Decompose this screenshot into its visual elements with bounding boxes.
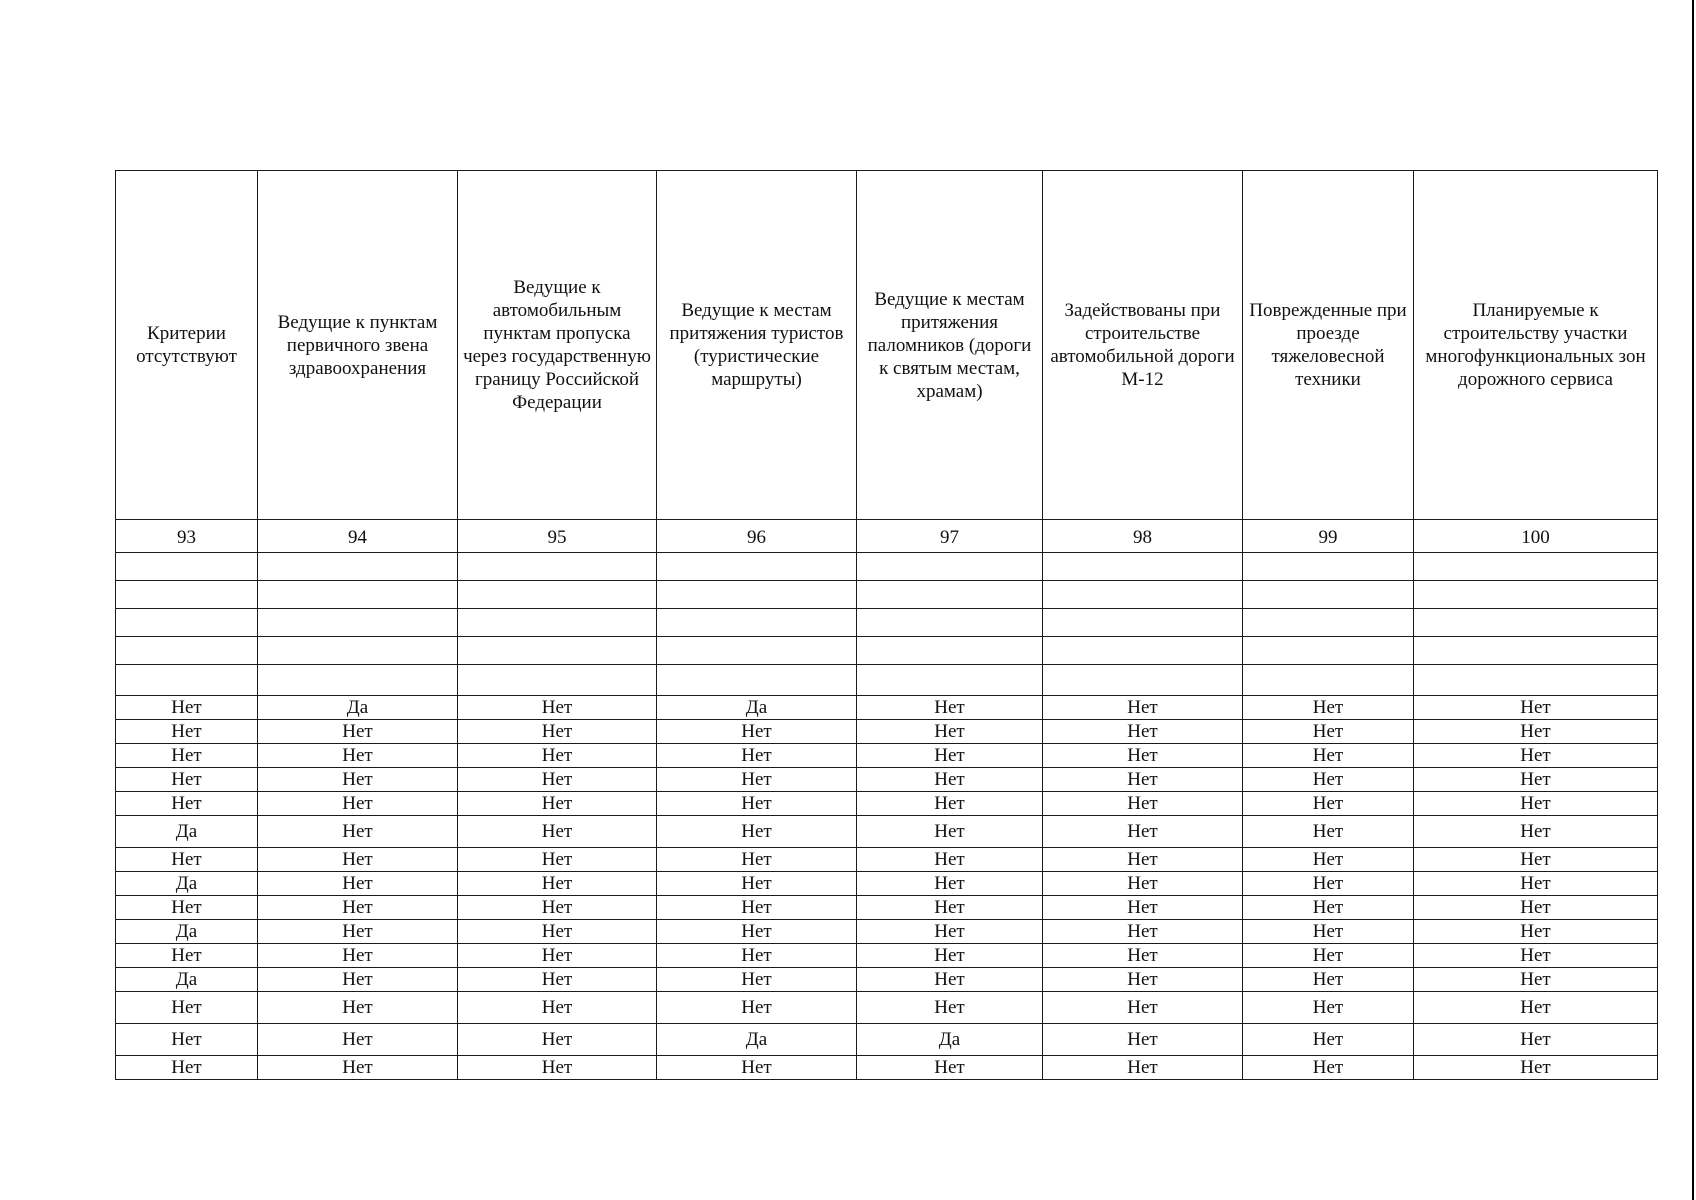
empty-cell: [657, 637, 857, 665]
empty-cell: [116, 637, 258, 665]
empty-cell: [1414, 581, 1658, 609]
table-cell: Нет: [458, 1024, 657, 1056]
table-row: [116, 992, 1658, 1024]
table-cell: Нет: [1243, 1024, 1414, 1056]
table-cell: Нет: [258, 872, 458, 896]
table-cell: Нет: [1043, 944, 1243, 968]
empty-cell: [657, 609, 857, 637]
table-cell: Нет: [116, 768, 258, 792]
table-cell: Нет: [258, 896, 458, 920]
table-cell: Нет: [857, 720, 1043, 744]
table-cell: Нет: [657, 872, 857, 896]
table-cell: Нет: [1243, 720, 1414, 744]
empty-cell: [857, 665, 1043, 696]
table-cell: Нет: [116, 992, 258, 1024]
empty-row: [116, 609, 1658, 637]
table-cell: Нет: [1414, 944, 1658, 968]
empty-cell: [258, 553, 458, 581]
table-row: [116, 720, 1658, 744]
table-cell: Нет: [857, 920, 1043, 944]
table-cell: Нет: [857, 696, 1043, 720]
column-number: 96: [657, 520, 857, 553]
empty-cell: [1414, 665, 1658, 696]
table-cell: Нет: [1414, 768, 1658, 792]
table-cell: Нет: [116, 848, 258, 872]
table-cell: Нет: [258, 944, 458, 968]
table-cell: Нет: [1243, 968, 1414, 992]
table-row: [116, 968, 1658, 992]
table-row: [116, 944, 1658, 968]
column-header: Ведущие к автомобильным пунктам пропуска через государственную границу Российской Федерации: [458, 171, 657, 520]
column-number: 95: [458, 520, 657, 553]
table-cell: Нет: [116, 720, 258, 744]
table-cell: Нет: [1043, 920, 1243, 944]
table-cell: Нет: [258, 968, 458, 992]
empty-row: [116, 637, 1658, 665]
empty-cell: [1043, 609, 1243, 637]
empty-cell: [857, 581, 1043, 609]
table-cell: Нет: [1043, 744, 1243, 768]
table-cell: Нет: [1243, 992, 1414, 1024]
table-cell: Нет: [1043, 848, 1243, 872]
table-cell: Нет: [116, 792, 258, 816]
table-row: [116, 1024, 1658, 1056]
table-cell: Нет: [1414, 696, 1658, 720]
empty-cell: [1043, 637, 1243, 665]
table-cell: Нет: [1243, 816, 1414, 848]
table-cell: Нет: [458, 896, 657, 920]
table-cell: Да: [116, 872, 258, 896]
table-cell: Нет: [657, 968, 857, 992]
table-cell: Нет: [258, 720, 458, 744]
table-cell: Нет: [1043, 696, 1243, 720]
table-cell: Нет: [458, 816, 657, 848]
table-cell: Нет: [458, 968, 657, 992]
table-cell: Нет: [657, 896, 857, 920]
table-cell: Нет: [258, 792, 458, 816]
table-cell: Нет: [1414, 816, 1658, 848]
empty-cell: [116, 553, 258, 581]
empty-cell: [458, 665, 657, 696]
column-number: 93: [116, 520, 258, 553]
table-cell: Нет: [1043, 792, 1243, 816]
table-cell: Нет: [1043, 816, 1243, 848]
table-cell: Нет: [657, 944, 857, 968]
table-cell: Нет: [1043, 1024, 1243, 1056]
column-header: Поврежденные при проезде тяжеловесной техники: [1243, 171, 1414, 520]
table-cell: Да: [116, 920, 258, 944]
table-cell: Нет: [857, 872, 1043, 896]
table-cell: Нет: [857, 792, 1043, 816]
column-header: Ведущие к местам притяжения туристов (туристические маршруты): [657, 171, 857, 520]
table-row: [116, 792, 1658, 816]
table-cell: Нет: [116, 696, 258, 720]
table-cell: Нет: [258, 1024, 458, 1056]
empty-cell: [1043, 553, 1243, 581]
table-cell: Нет: [857, 968, 1043, 992]
empty-cell: [458, 581, 657, 609]
table-row: [116, 848, 1658, 872]
table-cell: Нет: [458, 920, 657, 944]
table-cell: Нет: [458, 792, 657, 816]
table-cell: Нет: [657, 720, 857, 744]
table-cell: Да: [657, 696, 857, 720]
empty-cell: [1243, 581, 1414, 609]
table-cell: Нет: [1043, 896, 1243, 920]
table-cell: Да: [116, 816, 258, 848]
empty-cell: [258, 665, 458, 696]
table-cell: Нет: [1414, 896, 1658, 920]
table-cell: Нет: [116, 944, 258, 968]
empty-cell: [1414, 553, 1658, 581]
table-cell: Нет: [1043, 1056, 1243, 1080]
table-cell: Нет: [857, 992, 1043, 1024]
empty-cell: [458, 637, 657, 665]
empty-cell: [458, 609, 657, 637]
empty-cell: [258, 609, 458, 637]
table-cell: Нет: [857, 816, 1043, 848]
column-header: Задействованы при строительстве автомобильной дороги М-12: [1043, 171, 1243, 520]
empty-row: [116, 581, 1658, 609]
data-rows: [116, 696, 1658, 1080]
table-cell: Нет: [1414, 992, 1658, 1024]
table-cell: Да: [258, 696, 458, 720]
table-cell: Нет: [1043, 768, 1243, 792]
empty-cell: [1043, 581, 1243, 609]
table-cell: Нет: [657, 848, 857, 872]
empty-row: [116, 665, 1658, 696]
empty-cell: [458, 553, 657, 581]
table-cell: Нет: [1414, 720, 1658, 744]
column-number: 100: [1414, 520, 1658, 553]
empty-cell: [1243, 553, 1414, 581]
table-cell: Нет: [857, 744, 1043, 768]
column-number: 99: [1243, 520, 1414, 553]
empty-cell: [657, 665, 857, 696]
table-cell: Нет: [1414, 848, 1658, 872]
empty-cell: [657, 553, 857, 581]
column-header: Ведущие к пунктам первичного звена здравоохранения: [258, 171, 458, 520]
empty-cell: [116, 665, 258, 696]
table-cell: Нет: [116, 1024, 258, 1056]
table-cell: Да: [857, 1024, 1043, 1056]
empty-cell: [857, 609, 1043, 637]
table-cell: Нет: [657, 792, 857, 816]
table-cell: Нет: [116, 1056, 258, 1080]
table-cell: Нет: [258, 744, 458, 768]
table-cell: Нет: [657, 744, 857, 768]
table-cell: Нет: [1414, 1056, 1658, 1080]
table-row: [116, 768, 1658, 792]
table-cell: Нет: [857, 768, 1043, 792]
empty-cell: [258, 581, 458, 609]
column-number: 97: [857, 520, 1043, 553]
table-cell: Нет: [857, 896, 1043, 920]
table-cell: Нет: [1243, 848, 1414, 872]
table-cell: Нет: [458, 848, 657, 872]
table-cell: Нет: [657, 1056, 857, 1080]
table-cell: Нет: [258, 816, 458, 848]
table-cell: Нет: [1243, 944, 1414, 968]
page-edge-line: [1692, 0, 1694, 1200]
table-cell: Нет: [857, 1056, 1043, 1080]
column-number: 94: [258, 520, 458, 553]
table-cell: Нет: [857, 944, 1043, 968]
column-number-row: [116, 520, 1658, 553]
table-cell: Нет: [1414, 920, 1658, 944]
table-cell: Нет: [1243, 696, 1414, 720]
table-cell: Нет: [1414, 792, 1658, 816]
table-cell: Нет: [1414, 968, 1658, 992]
criteria-table: [115, 170, 1658, 1080]
table-cell: Нет: [258, 848, 458, 872]
header-row: [116, 171, 1658, 520]
table-row: [116, 920, 1658, 944]
table-cell: Нет: [258, 1056, 458, 1080]
empty-cell: [116, 581, 258, 609]
table-cell: Нет: [1243, 872, 1414, 896]
table-cell: Нет: [1414, 872, 1658, 896]
empty-cell: [1414, 609, 1658, 637]
table-cell: Нет: [657, 816, 857, 848]
table-cell: Нет: [458, 872, 657, 896]
table-row: [116, 896, 1658, 920]
table-cell: Нет: [857, 848, 1043, 872]
empty-cell: [116, 609, 258, 637]
empty-cell: [258, 637, 458, 665]
table-cell: Нет: [458, 768, 657, 792]
table-row: [116, 1056, 1658, 1080]
table-cell: Нет: [458, 744, 657, 768]
table-cell: Нет: [458, 992, 657, 1024]
empty-cell: [857, 553, 1043, 581]
empty-cell: [857, 637, 1043, 665]
column-number: 98: [1043, 520, 1243, 553]
table-cell: Нет: [458, 720, 657, 744]
table-row: [116, 872, 1658, 896]
table-cell: Нет: [258, 920, 458, 944]
table-cell: Нет: [458, 944, 657, 968]
column-header: Планируемые к строительству участки многофункциональных зон дорожного сервиса: [1414, 171, 1658, 520]
table-cell: Нет: [458, 1056, 657, 1080]
table-cell: Да: [657, 1024, 857, 1056]
table-cell: Нет: [116, 744, 258, 768]
table-cell: Нет: [258, 992, 458, 1024]
table-row: [116, 816, 1658, 848]
table-cell: Нет: [1243, 920, 1414, 944]
column-header: Ведущие к местам притяжения паломников (дороги к святым местам, храмам): [857, 171, 1043, 520]
table-cell: Нет: [258, 768, 458, 792]
table-cell: Нет: [1043, 968, 1243, 992]
table-cell: Нет: [1243, 1056, 1414, 1080]
table-cell: Нет: [1414, 744, 1658, 768]
empty-cell: [1243, 665, 1414, 696]
table-cell: Нет: [657, 920, 857, 944]
table-cell: Нет: [1243, 768, 1414, 792]
empty-cell: [1043, 665, 1243, 696]
table-cell: Нет: [1414, 1024, 1658, 1056]
table-cell: Нет: [1243, 744, 1414, 768]
table-cell: Нет: [657, 992, 857, 1024]
table-cell: Нет: [1043, 872, 1243, 896]
table-cell: Нет: [1043, 992, 1243, 1024]
table-cell: Нет: [458, 696, 657, 720]
table-cell: Нет: [1043, 720, 1243, 744]
table-row: [116, 744, 1658, 768]
table-cell: Нет: [657, 768, 857, 792]
empty-cell: [1414, 637, 1658, 665]
empty-cell: [657, 581, 857, 609]
table-cell: Нет: [116, 896, 258, 920]
empty-row: [116, 553, 1658, 581]
table-cell: Да: [116, 968, 258, 992]
empty-cell: [1243, 609, 1414, 637]
table-cell: Нет: [1243, 896, 1414, 920]
column-header: Критерии отсутствуют: [116, 171, 258, 520]
empty-cell: [1243, 637, 1414, 665]
table-row: [116, 696, 1658, 720]
table-cell: Нет: [1243, 792, 1414, 816]
